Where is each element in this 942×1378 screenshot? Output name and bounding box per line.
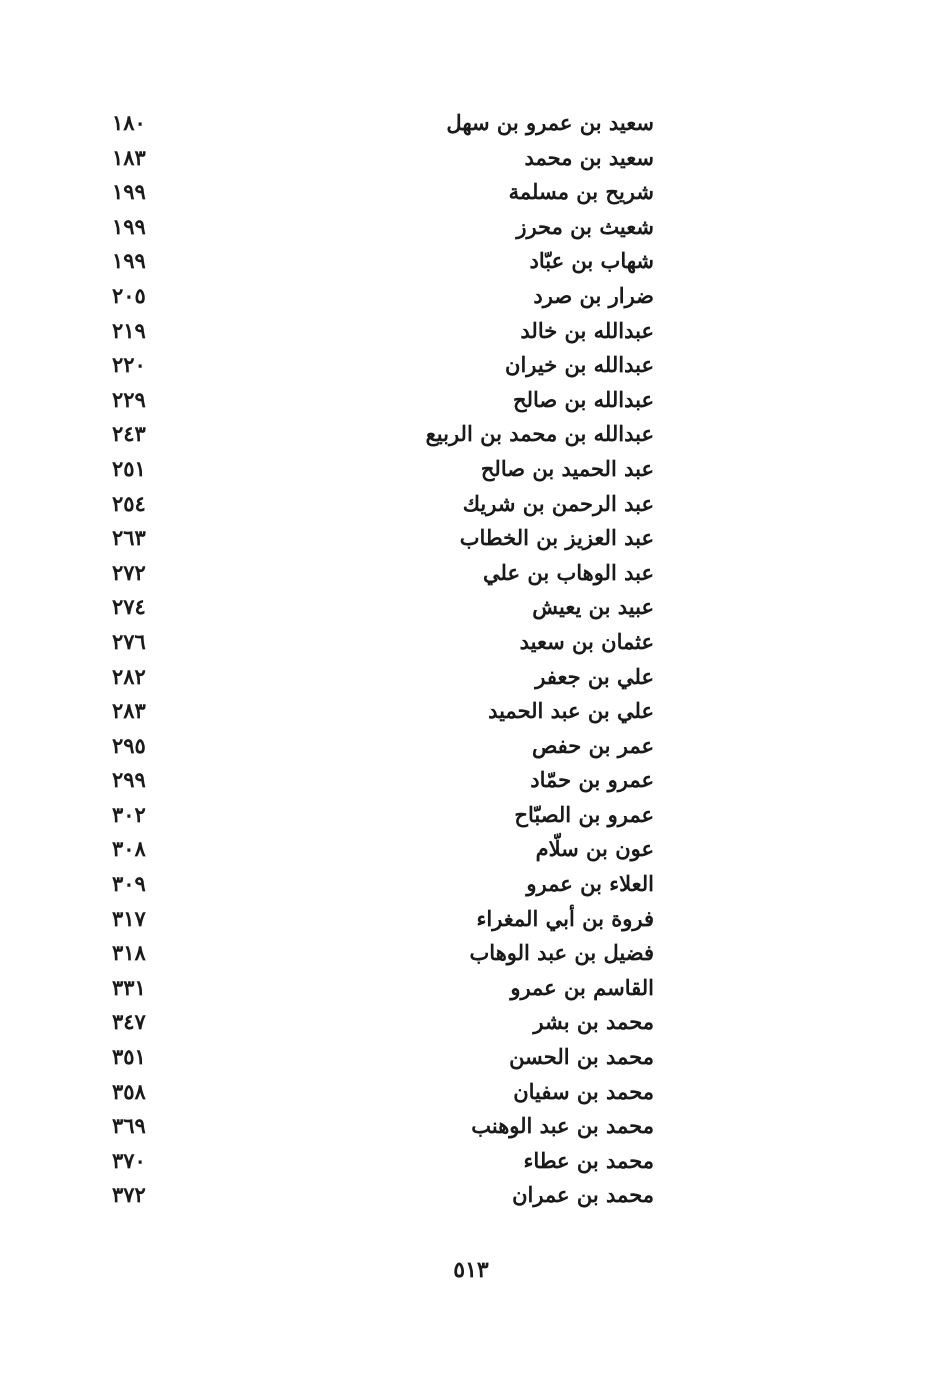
index-row bbox=[0, 763, 942, 798]
index-row bbox=[0, 590, 942, 625]
entry-name: علي بن جعفر bbox=[535, 663, 654, 689]
entry-page-number: ٢٥١ bbox=[112, 455, 146, 481]
index-row bbox=[0, 1178, 942, 1213]
index-row bbox=[0, 694, 942, 729]
entry-name: محمد بن عطاء bbox=[523, 1147, 654, 1173]
index-row bbox=[0, 936, 942, 971]
entry-page-number: ٣٦٩ bbox=[112, 1113, 146, 1139]
entry-name: عمرو بن حمّاد bbox=[530, 767, 654, 793]
index-row bbox=[0, 141, 942, 176]
entry-name: عثمان بن سعيد bbox=[519, 628, 654, 654]
index-row bbox=[0, 729, 942, 764]
index-row bbox=[0, 106, 942, 141]
entry-page-number: ٢٢٠ bbox=[112, 352, 146, 378]
entry-page-number: ٣٣١ bbox=[112, 974, 146, 1000]
entry-page-number: ٢٢٩ bbox=[112, 386, 146, 412]
index-row bbox=[0, 867, 942, 902]
index-row bbox=[0, 314, 942, 349]
entry-name: عمر بن حفص bbox=[531, 732, 654, 758]
entry-page-number: ٢٩٥ bbox=[112, 732, 146, 758]
entry-page-number: ٣٧٠ bbox=[112, 1147, 146, 1173]
page-number: ٥١٣ bbox=[453, 1257, 489, 1283]
index-row bbox=[0, 279, 942, 314]
entry-page-number: ٢٦٣ bbox=[112, 525, 146, 551]
entry-page-number: ٢٠٥ bbox=[112, 282, 146, 308]
index-row bbox=[0, 521, 942, 556]
index-row bbox=[0, 1005, 942, 1040]
entry-name: العلاء بن عمرو bbox=[526, 871, 654, 897]
entry-page-number: ٢٤٣ bbox=[112, 421, 146, 447]
index-row bbox=[0, 487, 942, 522]
entry-page-number: ٣٤٧ bbox=[112, 1009, 146, 1035]
index-row bbox=[0, 383, 942, 418]
index-list bbox=[0, 106, 942, 1213]
index-row bbox=[0, 832, 942, 867]
entry-page-number: ١٨٠ bbox=[112, 110, 146, 135]
entry-page-number: ٣٠٨ bbox=[112, 836, 146, 862]
index-row bbox=[0, 1109, 942, 1144]
entry-name: عبد الوهاب بن علي bbox=[483, 559, 654, 585]
entry-name: عبدالله بن محمد بن الربيع bbox=[425, 421, 654, 447]
entry-name: محمد بن عبد الوهنب bbox=[471, 1113, 654, 1139]
index-row bbox=[0, 902, 942, 937]
entry-page-number: ٢٥٤ bbox=[112, 490, 146, 516]
entry-page-number: ٣٧٢ bbox=[112, 1182, 146, 1208]
entry-page-number: ٢٩٩ bbox=[112, 767, 146, 793]
entry-page-number: ٣١٧ bbox=[112, 905, 146, 931]
index-row bbox=[0, 1040, 942, 1075]
entry-name: محمد بن الحسن bbox=[509, 1044, 654, 1070]
entry-page-number: ١٩٩ bbox=[112, 213, 146, 239]
entry-name: عبد الرحمن بن شريك bbox=[462, 490, 654, 516]
entry-page-number: ٢٧٢ bbox=[112, 559, 146, 585]
index-row bbox=[0, 417, 942, 452]
entry-page-number: ٣١٨ bbox=[112, 940, 146, 966]
entry-page-number: ٣٥٨ bbox=[112, 1078, 146, 1104]
index-row bbox=[0, 625, 942, 660]
entry-page-number: ٢١٩ bbox=[112, 317, 146, 343]
index-row bbox=[0, 1144, 942, 1179]
entry-name: علي بن عبد الحميد bbox=[488, 698, 654, 724]
entry-name: عبد العزيز بن الخطاب bbox=[459, 525, 654, 551]
entry-name: شريح بن مسلمة bbox=[508, 179, 654, 205]
entry-page-number: ١٩٩ bbox=[112, 248, 146, 274]
entry-page-number: ١٩٩ bbox=[112, 179, 146, 205]
index-row bbox=[0, 660, 942, 695]
index-row bbox=[0, 556, 942, 591]
entry-page-number: ٢٧٤ bbox=[112, 594, 146, 620]
index-row bbox=[0, 1075, 942, 1110]
entry-name: فروة بن أبي المغراء bbox=[476, 905, 654, 931]
entry-page-number: ١٨٣ bbox=[112, 144, 146, 170]
entry-name: محمد بن سفيان bbox=[513, 1078, 654, 1104]
entry-name: سعيد بن محمد bbox=[524, 144, 654, 170]
entry-name: سعيد بن عمرو بن سهل bbox=[446, 110, 654, 135]
entry-name: عبد الحميد بن صالح bbox=[480, 455, 654, 481]
entry-name: محمد بن بشر bbox=[533, 1009, 654, 1035]
index-row bbox=[0, 798, 942, 833]
entry-name: شعيث بن محرز bbox=[516, 213, 654, 239]
entry-name: شهاب بن عبّاد bbox=[529, 248, 654, 274]
entry-page-number: ٣٠٩ bbox=[112, 871, 146, 897]
entry-page-number: ٣٥١ bbox=[112, 1044, 146, 1070]
index-row bbox=[0, 348, 942, 383]
entry-name: فضيل بن عبد الوهاب bbox=[469, 940, 654, 966]
entry-page-number: ٣٠٢ bbox=[112, 801, 146, 827]
entry-name: القاسم بن عمرو bbox=[510, 974, 654, 1000]
entry-name: عبدالله بن خالد bbox=[520, 317, 654, 343]
entry-name: عمرو بن الصبّاح bbox=[514, 801, 654, 827]
index-row bbox=[0, 175, 942, 210]
entry-name: ضرار بن صرد bbox=[533, 282, 654, 308]
entry-name: عبدالله بن خيران bbox=[505, 352, 654, 378]
entry-name: محمد بن عمران bbox=[512, 1182, 654, 1208]
entry-page-number: ٢٧٦ bbox=[112, 628, 146, 654]
index-row bbox=[0, 244, 942, 279]
index-row bbox=[0, 452, 942, 487]
index-row bbox=[0, 971, 942, 1006]
entry-page-number: ٢٨٣ bbox=[112, 698, 146, 724]
entry-page-number: ٢٨٢ bbox=[112, 663, 146, 689]
entry-name: عبدالله بن صالح bbox=[513, 386, 654, 412]
entry-name: عون بن سلّام bbox=[535, 836, 654, 862]
entry-name: عبيد بن يعيش bbox=[532, 594, 654, 620]
index-row bbox=[0, 210, 942, 245]
